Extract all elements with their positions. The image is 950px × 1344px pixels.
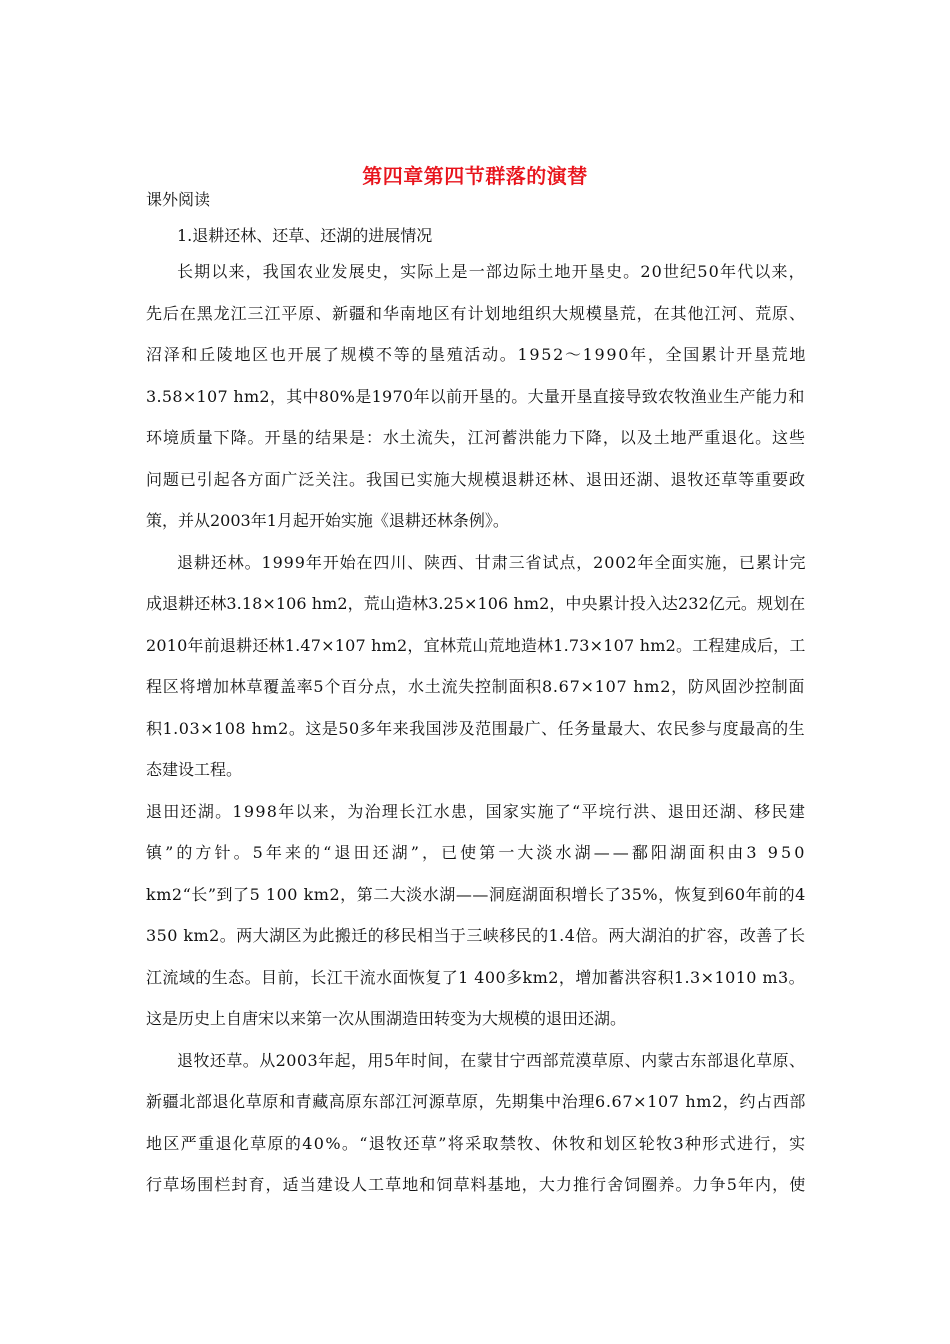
paragraph-line: 策，并从2003年1月起开始实施《退耕还林条例》。 [146, 511, 509, 530]
page-title: 第四章第四节群落的演替 [362, 164, 588, 188]
paragraph-line: 长期以来，我国农业发展史，实际上是一部边际土地开垦史。20世纪50年代以来， [177, 262, 806, 281]
paragraph-line: 江流域的生态。目前，长江干流水面恢复了1 400多km2，增加蓄洪容积1.3×1010 m3。 [146, 968, 806, 987]
paragraph-line: 成退耕还林3.18×106 hm2，荒山造林3.25×106 hm2，中央累计投入达232亿元。规划在 [146, 594, 806, 613]
paragraph-line: 程区将增加林草覆盖率5个百分点，水土流失控制面积8.67×107 hm2，防风固沙控制面 [146, 677, 806, 696]
paragraph-line: 问题已引起各方面广泛关注。我国已实施大规模退耕还林、退田还湖、退牧还草等重要政 [146, 470, 806, 489]
paragraph-line: km2“长”到了5 100 km2，第二大淡水湖——洞庭湖面积增长了35%，恢复到60年前的4 [146, 885, 806, 904]
paragraph-line: 环境质量下降。开垦的结果是：水土流失，江河蓄洪能力下降，以及土地严重退化。这些 [146, 428, 806, 447]
paragraph-line: 退耕还林。1999年开始在四川、陕西、甘肃三省试点，2002年全面实施，已累计完 [177, 553, 807, 572]
paragraph-line: 3.58×107 hm2，其中80%是1970年以前开垦的。大量开垦直接导致农牧渔业生产能力和 [146, 387, 805, 406]
section-subheading: 课外阅读 [146, 190, 211, 209]
paragraph-line: 退牧还草。从2003年起，用5年时间，在蒙甘宁西部荒漠草原、内蒙古东部退化草原、 [177, 1051, 806, 1070]
paragraph-line: 新疆北部退化草原和青藏高原东部江河源草原，先期集中治理6.67×107 hm2，约占西部 [146, 1092, 807, 1111]
paragraph-line: 镇”的方针。5年来的“退田还湖”，已使第一大淡水湖——鄱阳湖面积由3 950 [146, 843, 808, 862]
paragraph-line: 行草场围栏封育，适当建设人工草地和饲草料基地，大力推行舍饲圈养。力争5年内，使 [146, 1175, 807, 1194]
paragraph-line: 沼泽和丘陵地区也开展了规模不等的垦殖活动。1952～1990年，全国累计开垦荒地 [146, 345, 808, 364]
paragraph-line: 先后在黑龙江三江平原、新疆和华南地区有计划地组织大规模垦荒，在其他江河、荒原、 [146, 304, 806, 323]
item-heading: 1.退耕还林、还草、还湖的进展情况 [177, 226, 433, 245]
paragraph-line: 这是历史上自唐宋以来第一次从围湖造田转变为大规模的退田还湖。 [146, 1009, 627, 1028]
paragraph-line: 退田还湖。1998年以来，为治理长江水患，国家实施了“平垸行洪、退田还湖、移民建 [146, 802, 807, 821]
paragraph-line: 2010年前退耕还林1.47×107 hm2，宜林荒山荒地造林1.73×107 hm2。工程建成后，工 [146, 636, 806, 655]
paragraph-line: 态建设工程。 [146, 760, 243, 779]
paragraph-line: 350 km2。两大湖区为此搬迁的移民相当于三峡移民的1.4倍。两大湖泊的扩容，改善了长 [146, 926, 806, 945]
paragraph-line: 地区严重退化草原的40%。“退牧还草”将采取禁牧、休牧和划区轮牧3种形式进行，实 [146, 1134, 807, 1153]
paragraph-line: 积1.03×108 hm2。这是50多年来我国涉及范围最广、任务量最大、农民参与度最高的生 [146, 719, 806, 738]
